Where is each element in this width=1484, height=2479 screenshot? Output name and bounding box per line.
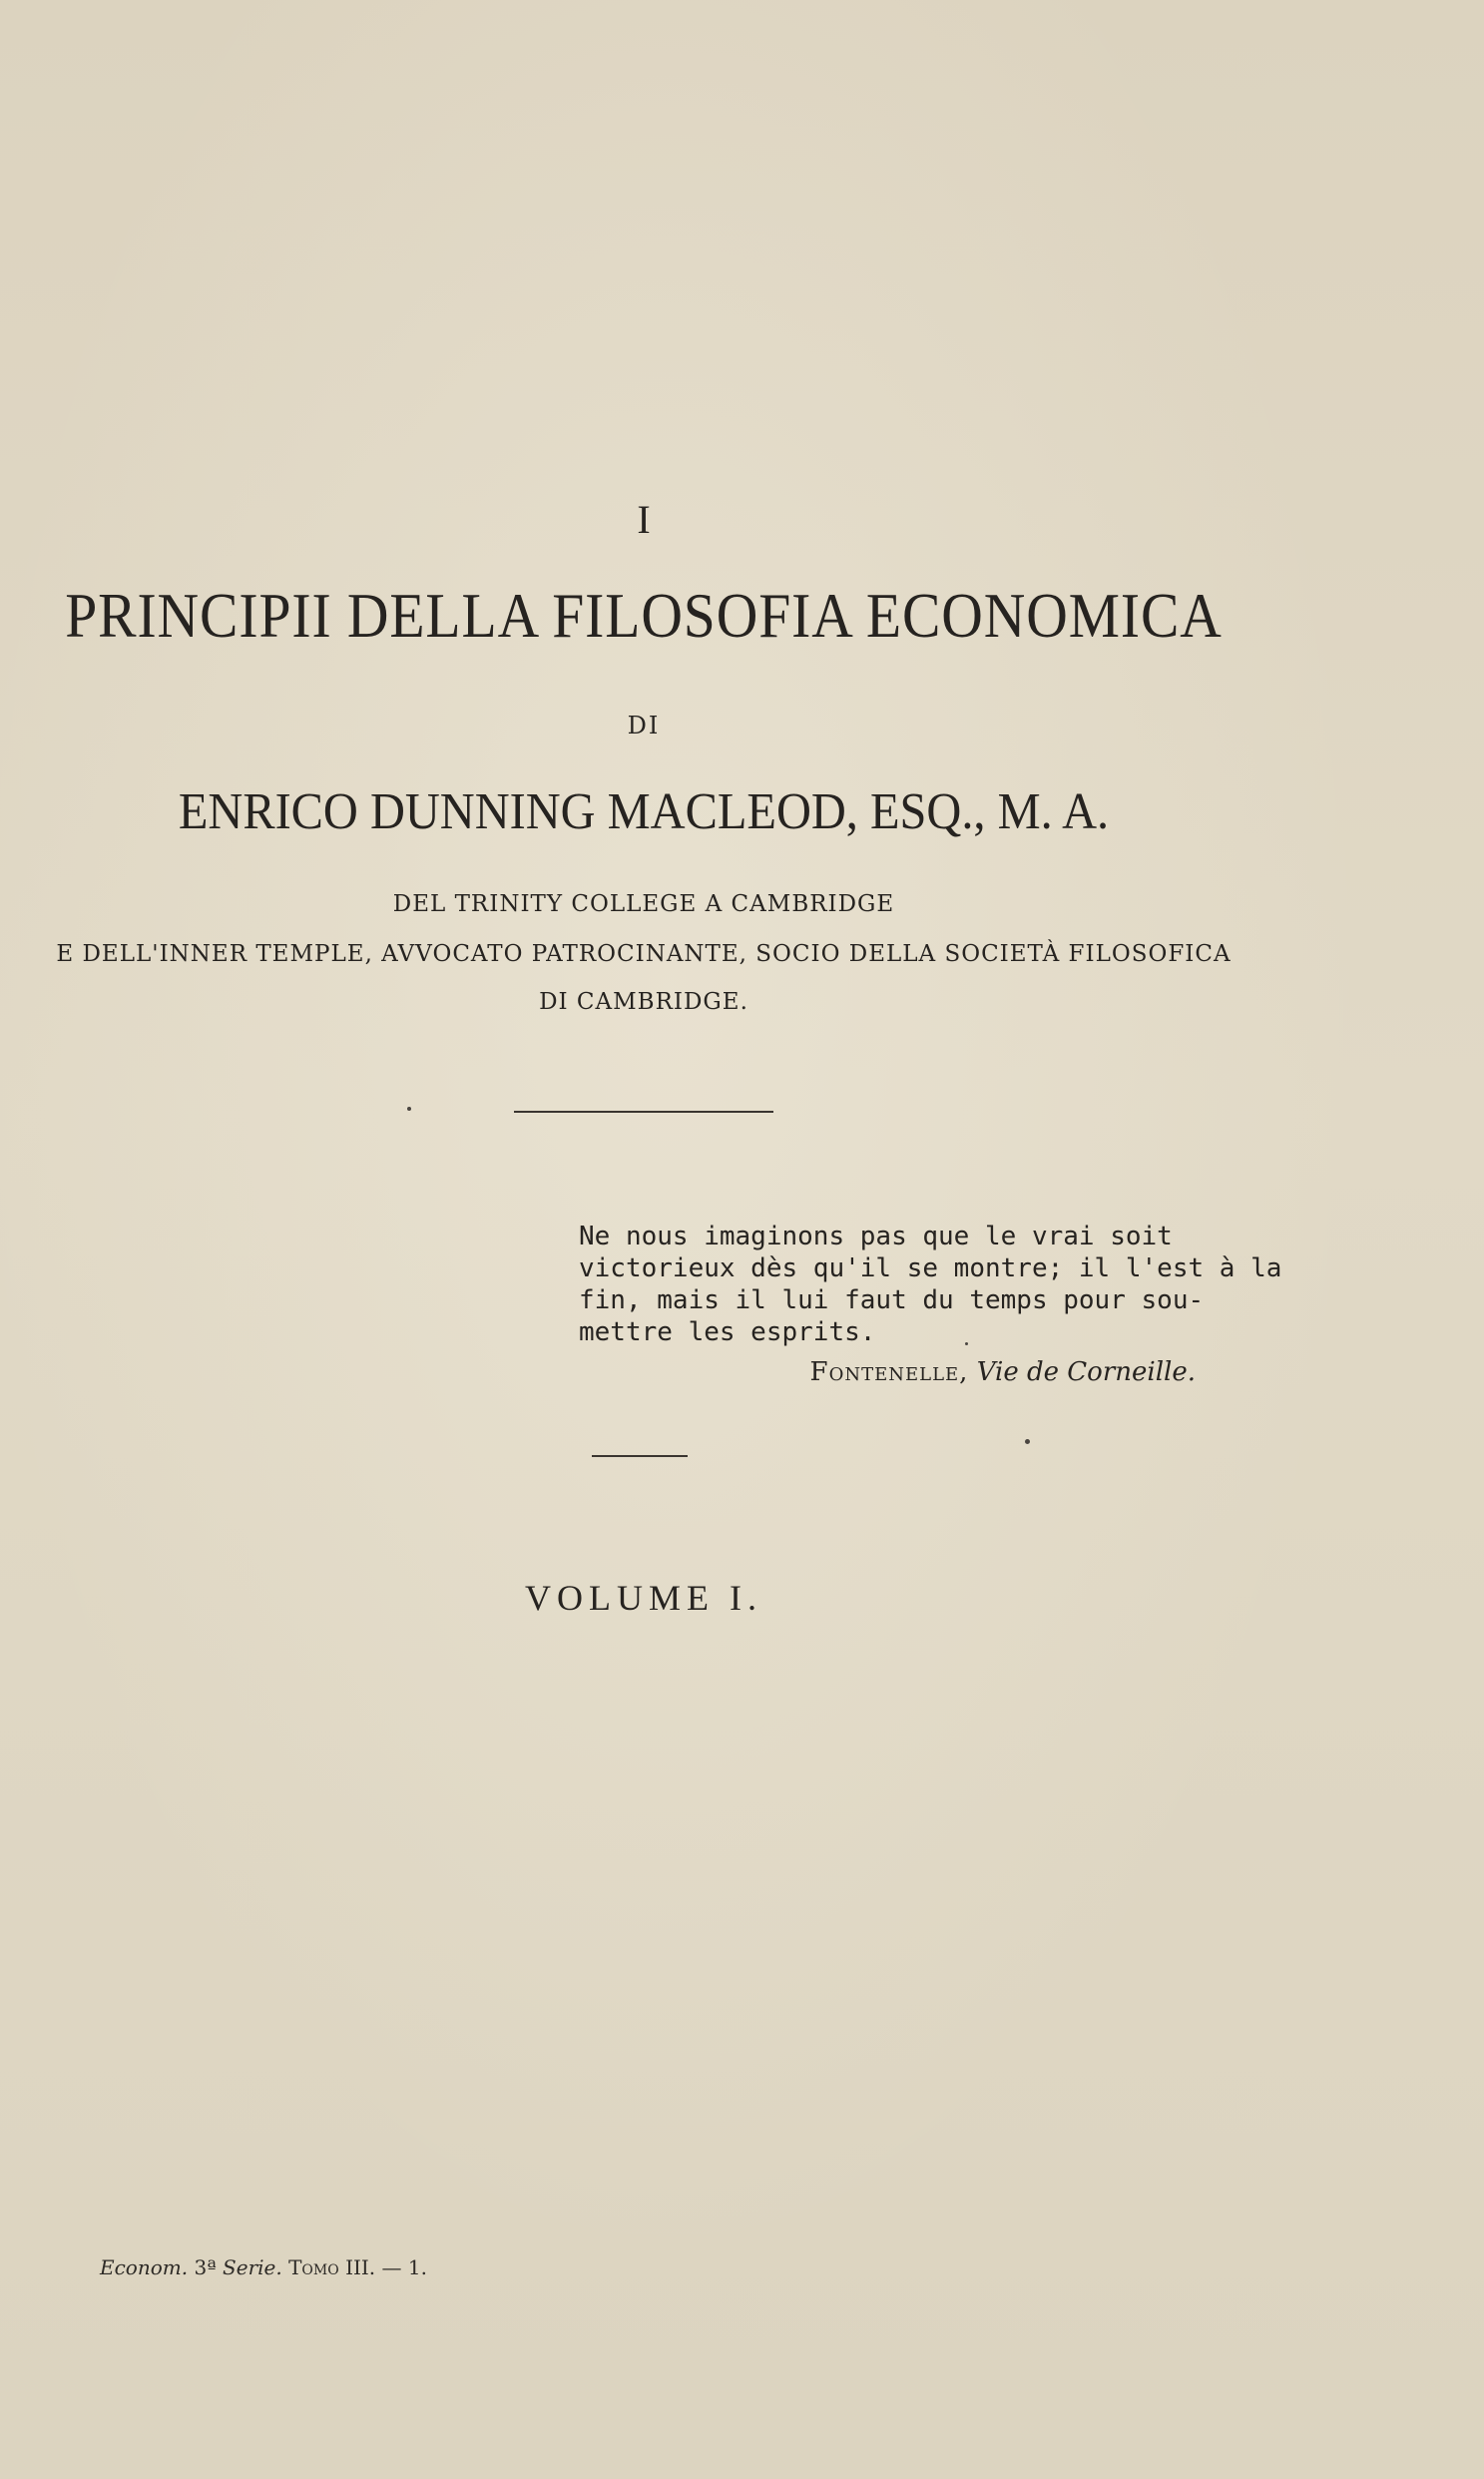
affiliation-line: E DELL'INNER TEMPLE, AVVOCATO PATROCINANTE, SOCIO DELLA SOCIETÀ FILOSOFICA [56,941,1232,967]
footer-series-label: Serie. [223,2255,282,2279]
footer-series-number: 3ª [194,2255,217,2279]
epigraph-line: fin, mais il lui faut du temps pour sou- [579,1285,1205,1315]
footer-tome: Tomo III. [288,2255,376,2279]
by-line: DI [627,712,661,740]
epigraph-author: Fontenelle, [809,1357,969,1387]
volume-label: VOLUME I. [525,1578,762,1618]
footer-sheet: — 1. [381,2255,427,2279]
section-numeral: I [637,497,651,542]
ink-speck [965,1342,968,1345]
epigraph-line: mettre les esprits. [579,1317,876,1347]
signature-footer [100,2255,427,2279]
affiliation-line: DEL TRINITY COLLEGE A CAMBRIDGE [392,891,895,917]
book-title: PRINCIPII DELLA FILOSOFIA ECONOMICA [65,580,1223,651]
epigraph-line: victorieux dès qu'il se montre; il l'est à la [579,1253,1282,1283]
short-divider-rule [592,1455,688,1457]
epigraph-work: Vie de Corneille. [976,1357,1196,1387]
affiliation-line: DI CAMBRIDGE. [539,989,748,1015]
footer-journal: Econom. [100,2255,189,2279]
ink-speck [407,1107,411,1111]
divider-rule [514,1111,773,1113]
ink-speck [1025,1439,1030,1444]
epigraph-attribution [0,1357,1196,1387]
author-name: ENRICO DUNNING MACLEOD, ESQ., M. A. [178,783,1110,840]
epigraph-line: Ne nous imaginons pas que le vrai soit [579,1222,1173,1251]
epigraph [579,1221,1282,1348]
